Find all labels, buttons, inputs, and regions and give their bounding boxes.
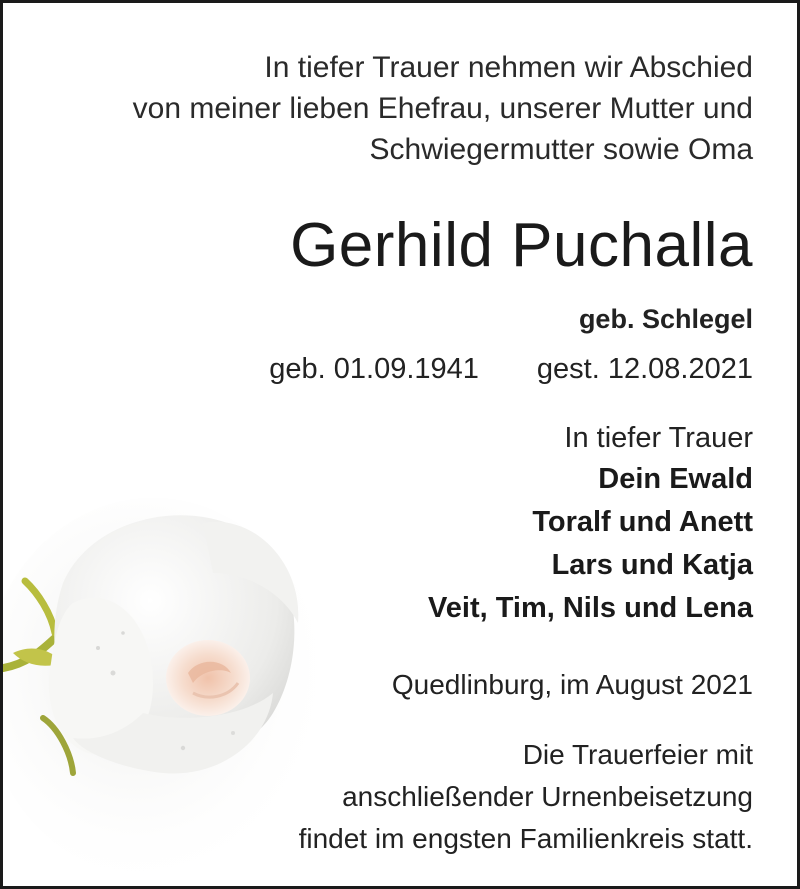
death-date: gest. 12.08.2021	[536, 353, 753, 385]
place-date: Quedlinburg, im August 2021	[391, 669, 753, 700]
funeral-line-3: findet im engsten Familienkreis statt.	[298, 823, 753, 854]
funeral-line-2: anschließender Urnenbeisetzung	[342, 781, 753, 812]
mourner-line: Lars und Katja	[551, 549, 753, 581]
white-rose-icon	[3, 473, 323, 889]
intro-line-1: In tiefer Trauer nehmen wir Abschied	[264, 51, 753, 84]
maiden-name: geb. Schlegel	[578, 304, 753, 334]
mourners-intro: In tiefer Trauer	[564, 422, 753, 454]
mourner-line: Toralf und Anett	[532, 506, 753, 538]
birth-date: geb. 01.09.1941	[269, 353, 479, 385]
deceased-name: Gerhild Puchalla	[290, 211, 753, 280]
funeral-line-1: Die Trauerfeier mit	[522, 739, 753, 770]
life-dates	[269, 355, 753, 384]
mourner-line: Dein Ewald	[598, 463, 753, 495]
intro-line-3: Schwiegermutter sowie Oma	[369, 133, 753, 166]
intro-line-2: von meiner lieben Ehefrau, unserer Mutter und	[132, 92, 753, 125]
mourner-line: Veit, Tim, Nils und Lena	[428, 592, 753, 624]
